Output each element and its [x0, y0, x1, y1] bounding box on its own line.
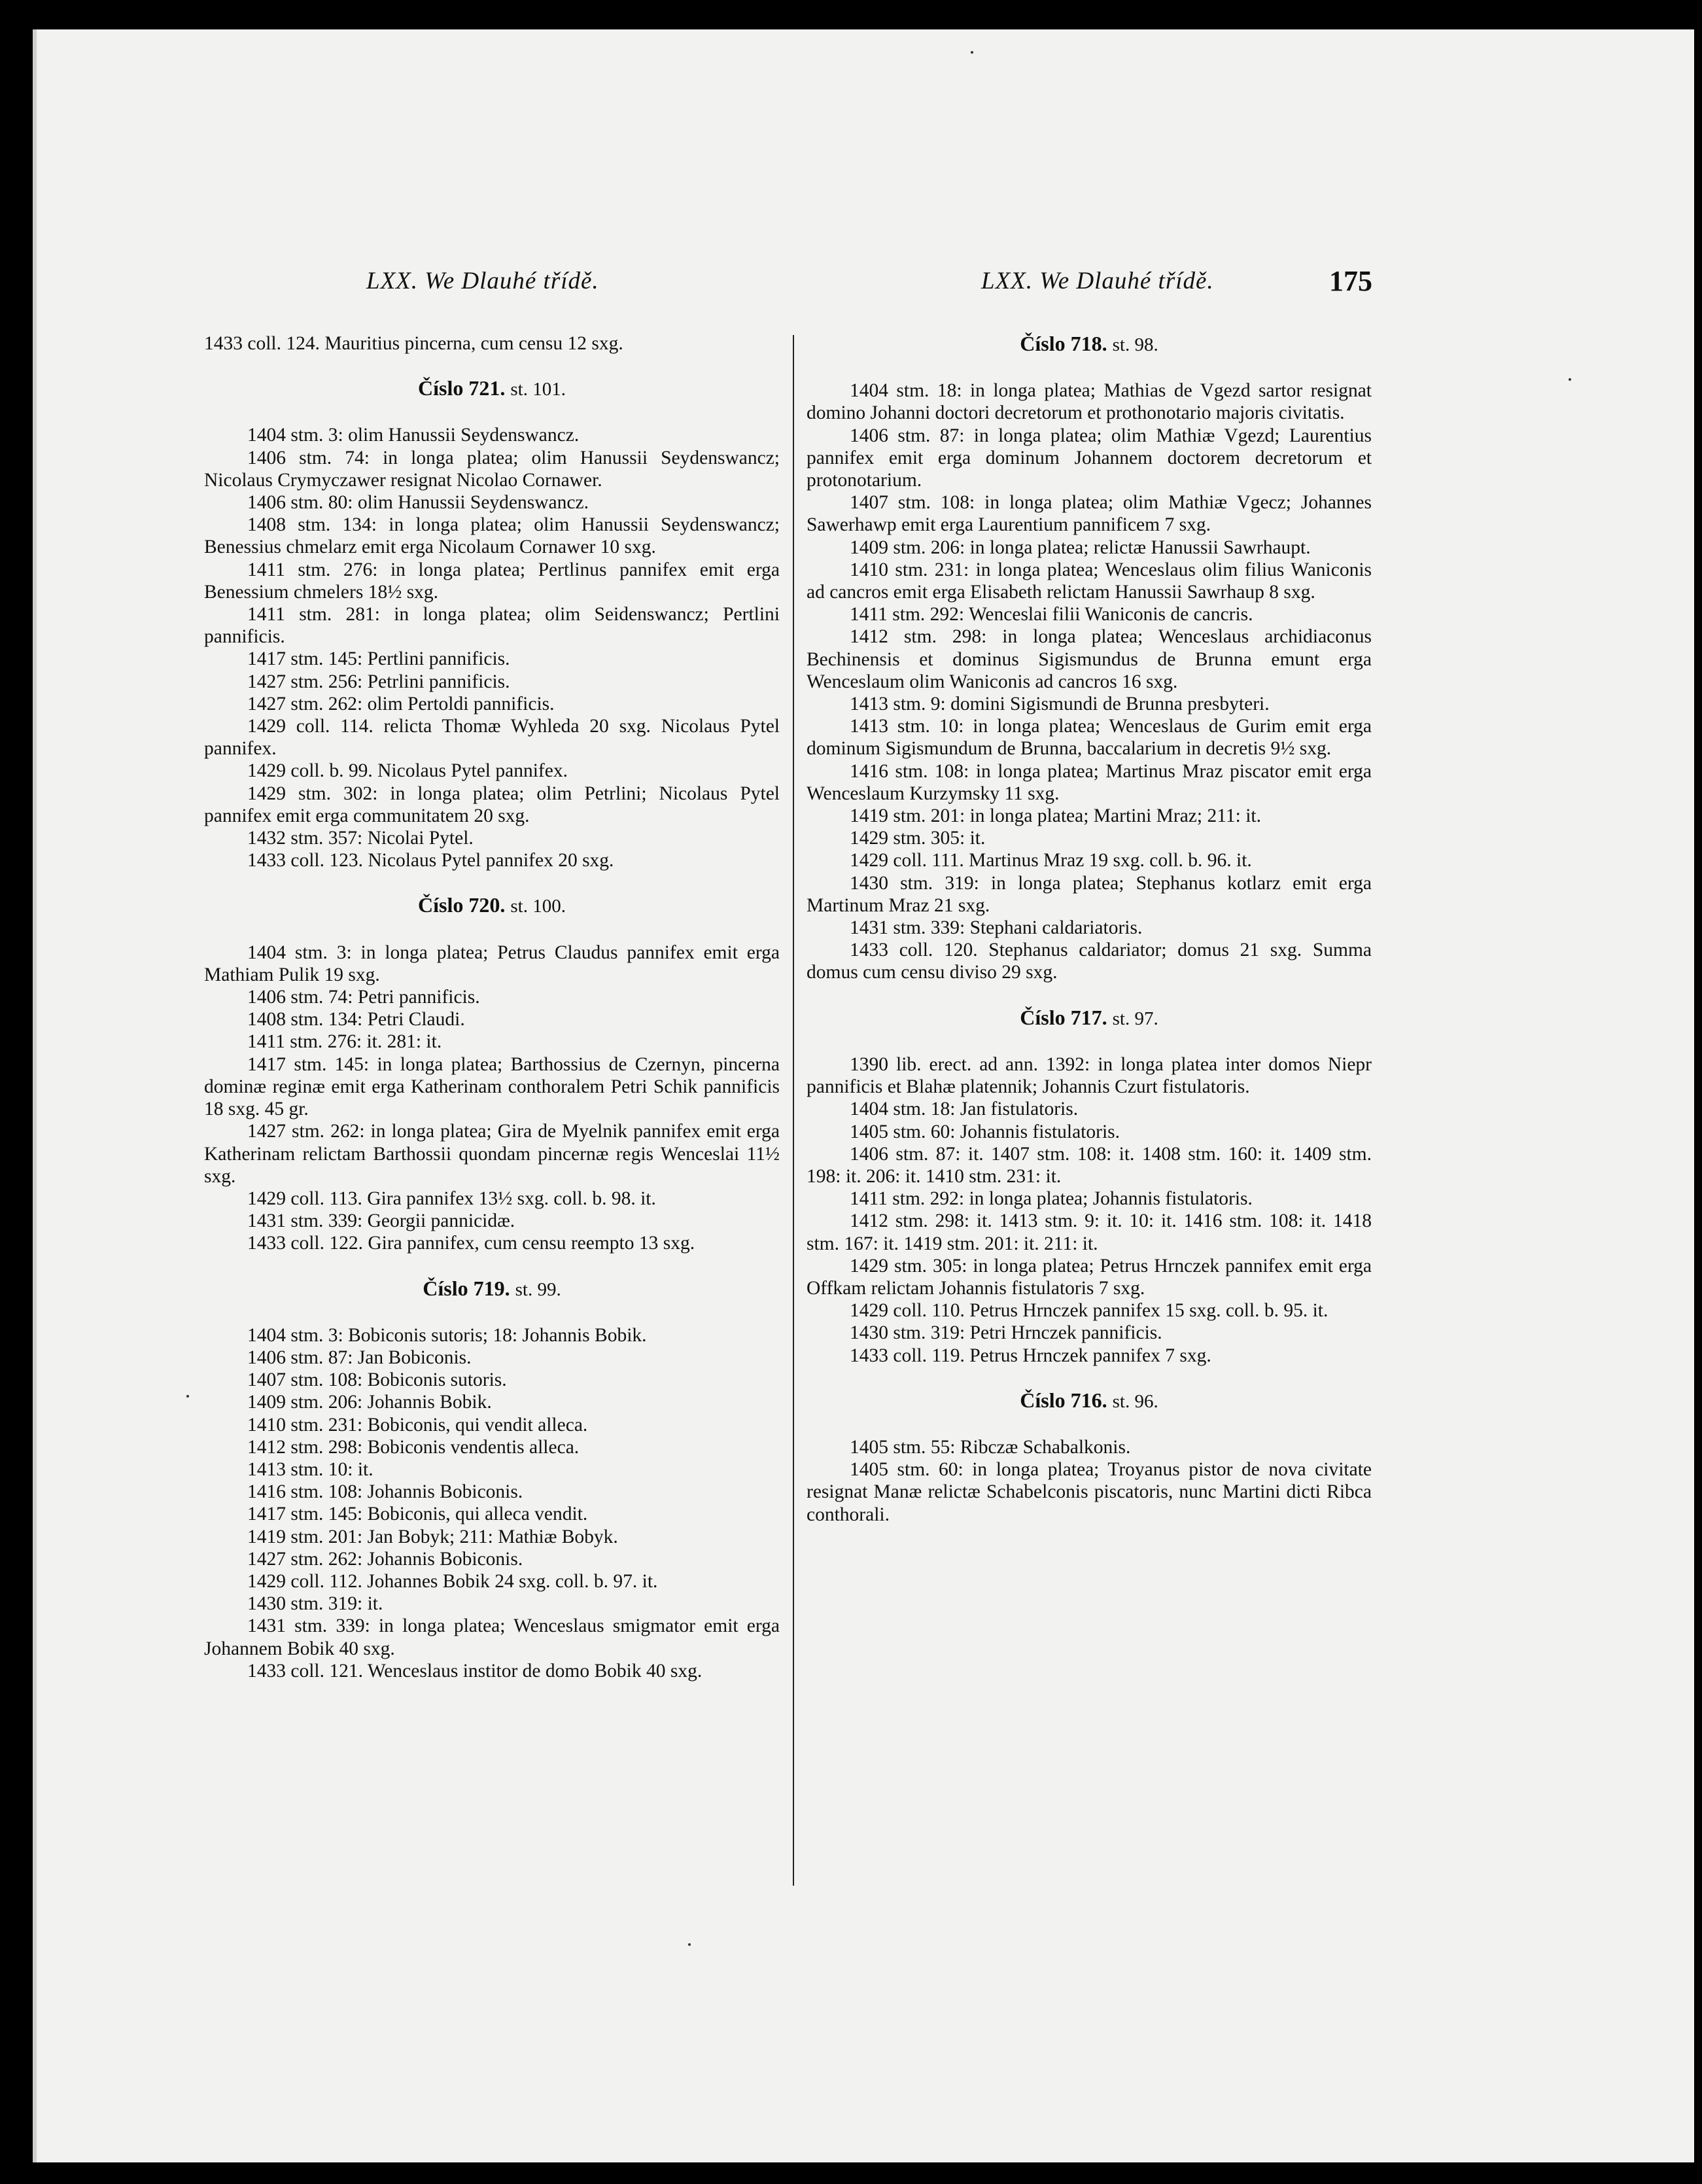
record-entry: 1431 stm. 339: in longa platea; Wenceslaus smigmator emit erga Johannem Bobik 40 sxg. [204, 1615, 780, 1659]
record-entry: 1416 stm. 108: Johannis Bobiconis. [247, 1481, 523, 1503]
record-entry: 1433 coll. 124. Mauritius pincerna, cum censu 12 sxg. [204, 333, 623, 354]
record-entry: 1429 coll. 110. Petrus Hrnczek pannifex 15 sxg. coll. b. 95. it. [850, 1300, 1329, 1322]
heading-street-number: st. 101. [510, 379, 566, 400]
heading-title: Číslo 720. [418, 893, 506, 917]
record-entry: 1417 stm. 145: Pertlini pannificis. [247, 648, 510, 670]
record-entry: 1404 stm. 18: in longa platea; Mathias de Vgezd sartor resignat domino Johanni doctori decretorum et prothonotario majoris civitatis. [807, 380, 1372, 424]
record-entry: 1433 coll. 123. Nicolaus Pytel pannifex 20 sxg. [247, 850, 614, 872]
heading-street-number: st. 99. [515, 1278, 561, 1300]
house-number-heading [204, 377, 780, 400]
record-entry: 1411 stm. 276: in longa platea; Pertlinus pannifex emit erga Benessium chmelers 18½ sxg. [204, 559, 780, 603]
record-entry: 1408 stm. 134: in longa platea; olim Hanussii Seydenswancz; Benessius chmelarz emit erga Nicolaum Cornawer 10 sxg. [204, 514, 780, 558]
record-entry: 1405 stm. 60: Johannis fistulatoris. [850, 1121, 1120, 1142]
scan-speck [688, 1943, 691, 1946]
running-head-left: LXX. We Dlauhé třídě. [366, 268, 599, 294]
record-entry: 1427 stm. 256: Petrlini pannificis. [247, 671, 510, 692]
column-divider [793, 335, 794, 1886]
house-number-heading [807, 1389, 1372, 1413]
record-entry: 1406 stm. 87: Jan Bobiconis. [247, 1347, 472, 1368]
record-entry: 1406 stm. 87: it. 1407 stm. 108: it. 1408 stm. 160: it. 1409 stm. 198: it. 206: it. 1410 stm. 231: it. [807, 1143, 1372, 1187]
page-edge [33, 29, 37, 2162]
record-entry: 1432 stm. 357: Nicolai Pytel. [247, 828, 474, 849]
scan-speck [186, 1395, 189, 1398]
record-entry: 1429 stm. 305: it. [850, 828, 986, 849]
record-entry: 1430 stm. 319: it. [247, 1593, 383, 1615]
record-entry: 1410 stm. 231: Bobiconis, qui vendit alleca. [247, 1414, 588, 1435]
record-entry: 1417 stm. 145: Bobiconis, qui alleca vendit. [247, 1504, 588, 1525]
record-entry: 1429 coll. 113. Gira pannifex 13½ sxg. coll. b. 98. it. [247, 1188, 656, 1209]
record-entry: 1411 stm. 292: Wenceslai filii Waniconis de cancris. [850, 604, 1253, 625]
scan-speck [1569, 378, 1571, 381]
record-entry: 1409 stm. 206: in longa platea; relictæ Hanussii Sawrhaupt. [850, 537, 1311, 558]
heading-title: Číslo 716. [1020, 1388, 1107, 1412]
record-entry: 1405 stm. 60: in longa platea; Troyanus pistor de nova civitate resignat Manæ relictæ Schabelconis piscatoris, nunc Martini dicti Ribca conthorali. [807, 1459, 1372, 1525]
record-entry: 1408 stm. 134: Petri Claudi. [247, 1009, 465, 1030]
record-entry: 1431 stm. 339: Georgii pannicidæ. [247, 1210, 515, 1232]
page-number: 175 [1329, 265, 1372, 297]
record-entry: 1429 coll. 111. Martinus Mraz 19 sxg. coll. b. 96. it. [850, 850, 1252, 872]
record-entry: 1433 coll. 120. Stephanus caldariator; domus 21 sxg. Summa domus cum censu diviso 29 sxg. [807, 940, 1372, 983]
record-entry: 1404 stm. 3: olim Hanussii Seydenswancz. [247, 425, 580, 446]
record-entry: 1412 stm. 298: it. 1413 stm. 9: it. 10: it. 1416 stm. 108: it. 1418 stm. 167: it. 1419 stm. 201: it. 211: it. [807, 1210, 1372, 1254]
record-entry: 1411 stm. 281: in longa platea; olim Seidenswancz; Pertlini pannificis. [204, 604, 780, 648]
record-entry: 1406 stm. 74: Petri pannificis. [247, 987, 480, 1008]
record-entry: 1429 coll. b. 99. Nicolaus Pytel pannifex. [247, 760, 568, 782]
record-entry: 1409 stm. 206: Johannis Bobik. [247, 1392, 492, 1413]
record-entry: 1429 coll. 114. relicta Thomæ Wyhleda 20 sxg. Nicolaus Pytel pannifex. [204, 716, 780, 760]
running-head-right: LXX. We Dlauhé třídě. [981, 268, 1214, 294]
heading-title: Číslo 721. [418, 376, 506, 400]
record-entry: 1416 stm. 108: in longa platea; Martinus Mraz piscator emit erga Wenceslaum Kurzymsky 11 sxg. [807, 760, 1372, 804]
house-number-heading [807, 1006, 1372, 1030]
record-entry: 1411 stm. 276: it. 281: it. [247, 1031, 442, 1053]
record-entry: 1430 stm. 319: in longa platea; Stephanus kotlarz emit erga Martinum Mraz 21 sxg. [807, 872, 1372, 916]
record-entry: 1404 stm. 3: Bobiconis sutoris; 18: Johannis Bobik. [247, 1324, 647, 1346]
heading-street-number: st. 98. [1112, 334, 1158, 355]
record-entry: 1406 stm. 80: olim Hanussii Seydenswancz. [247, 492, 589, 514]
record-entry: 1413 stm. 10: it. [247, 1458, 373, 1480]
record-entry: 1407 stm. 108: Bobiconis sutoris. [247, 1369, 507, 1391]
heading-street-number: st. 100. [510, 896, 566, 917]
record-entry: 1412 stm. 298: Bobiconis vendentis alleca. [247, 1436, 580, 1458]
record-entry: 1411 stm. 292: in longa platea; Johannis fistulatoris. [850, 1188, 1253, 1210]
record-entry: 1429 coll. 112. Johannes Bobik 24 sxg. coll. b. 97. it. [247, 1570, 658, 1592]
record-entry: 1419 stm. 201: in longa platea; Martini Mraz; 211: it. [850, 805, 1261, 827]
record-entry: 1406 stm. 74: in longa platea; olim Hanussii Seydenswancz; Nicolaus Crymyczawer resignat Nicolao Cornawer. [204, 447, 780, 491]
record-entry: 1413 stm. 10: in longa platea; Wenceslaus de Gurim emit erga dominum Sigismundum de Brunna, baccalarium in decretis 9½ sxg. [807, 716, 1372, 760]
record-entry: 1405 stm. 55: Ribczæ Schabalkonis. [850, 1436, 1131, 1458]
record-entry: 1433 coll. 122. Gira pannifex, cum censu reempto 13 sxg. [247, 1233, 695, 1254]
record-entry: 1433 coll. 121. Wenceslaus institor de domo Bobik 40 sxg. [247, 1660, 703, 1682]
left-column [204, 332, 780, 1682]
record-entry: 1427 stm. 262: olim Pertoldi pannificis. [247, 693, 555, 714]
record-entry: 1429 stm. 305: in longa platea; Petrus Hrnczek pannifex emit erga Offkam relictam Johannis fistulatoris 7 sxg. [807, 1255, 1372, 1299]
record-entry: 1433 coll. 119. Petrus Hrnczek pannifex 7 sxg. [850, 1345, 1211, 1366]
record-entry: 1406 stm. 87: in longa platea; olim Mathiæ Vgezd; Laurentius pannifex emit erga dominum Johannem doctorem decretorum et protonotarium. [807, 425, 1372, 491]
record-entry: 1427 stm. 262: Johannis Bobiconis. [247, 1548, 523, 1570]
house-number-heading [204, 894, 780, 917]
heading-street-number: st. 97. [1112, 1008, 1158, 1029]
house-number-heading [204, 1277, 780, 1301]
heading-title: Číslo 719. [423, 1276, 510, 1300]
record-entry: 1404 stm. 18: Jan fistulatoris. [850, 1099, 1079, 1120]
record-entry: 1404 stm. 3: in longa platea; Petrus Claudus pannifex emit erga Mathiam Pulik 19 sxg. [204, 942, 780, 985]
record-entry: 1430 stm. 319: Petri Hrnczek pannificis. [850, 1322, 1162, 1344]
record-entry: 1407 stm. 108: in longa platea; olim Mathiæ Vgecz; Johannes Sawerhawp emit erga Laurentium pannificem 7 sxg. [807, 492, 1372, 536]
record-entry: 1412 stm. 298: in longa platea; Wenceslaus archidiaconus Bechinensis et dominus Sigismundus de Brunna emunt erga Wenceslaum olim Waniconis ad cancros 16 sxg. [807, 626, 1372, 692]
record-entry: 1429 stm. 302: in longa platea; olim Petrlini; Nicolaus Pytel pannifex emit erga communitatem 20 sxg. [204, 783, 780, 826]
record-entry: 1417 stm. 145: in longa platea; Barthossius de Czernyn, pincerna dominæ reginæ emit erga Katherinam conthoralem Petri Schik pannificis 18 sxg. 45 gr. [204, 1053, 780, 1120]
scan-speck [971, 51, 973, 54]
record-entry: 1413 stm. 9: domini Sigismundi de Brunna presbyteri. [850, 694, 1270, 715]
record-entry: 1431 stm. 339: Stephani caldariatoris. [850, 917, 1143, 939]
heading-title: Číslo 718. [1020, 332, 1107, 355]
record-entry: 1390 lib. erect. ad ann. 1392: in longa platea inter domos Niepr pannificis et Blahæ platennik; Johannis Czurt fistulatoris. [807, 1053, 1372, 1098]
right-column [807, 332, 1372, 1526]
heading-street-number: st. 96. [1112, 1390, 1158, 1412]
heading-title: Číslo 717. [1020, 1005, 1107, 1029]
record-entry: 1419 stm. 201: Jan Bobyk; 211: Mathiæ Bobyk. [247, 1526, 618, 1547]
record-entry: 1427 stm. 262: in longa platea; Gira de Myelnik pannifex emit erga Katherinam relictam Barthossii quondam pincernæ regis Wenceslai 11½ sxg. [204, 1121, 780, 1187]
house-number-heading [807, 332, 1372, 356]
record-entry: 1410 stm. 231: in longa platea; Wenceslaus olim filius Waniconis ad cancros emit erga Elisabeth relictam Hanussii Sawrhaup 8 sxg. [807, 559, 1372, 603]
